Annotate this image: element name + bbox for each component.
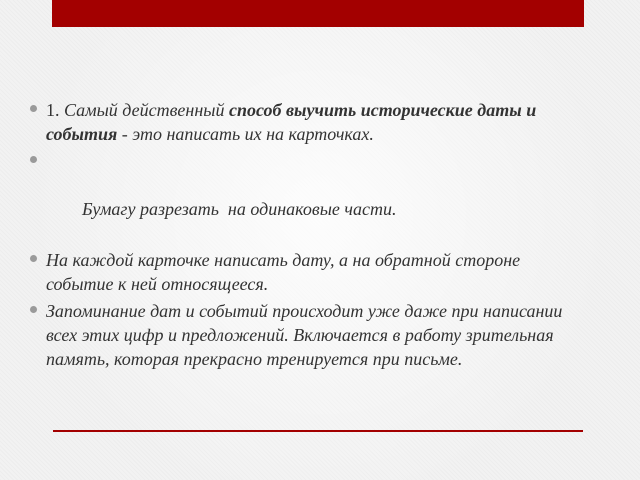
bullet-dot-icon <box>30 156 37 163</box>
bullet-number: 1. <box>46 100 60 120</box>
bullet-dot-icon <box>30 306 37 313</box>
bullet-text: Запоминание дат и событий происходит уже даже при написании всех этих цифр и предложений. Включается в работу зрительная память, которая прекрасно тренируется при письме. <box>46 301 563 369</box>
bullet-item-1 <box>28 98 588 146</box>
slide-content <box>28 98 588 374</box>
top-accent-bar <box>52 0 584 27</box>
bullet-item-2 <box>28 149 588 245</box>
bottom-accent-line <box>53 430 583 432</box>
bullet-bold-text: способ выучить исторические даты и события <box>46 100 537 144</box>
bullet-list <box>28 98 588 371</box>
bullet-item-3 <box>28 248 588 296</box>
bullet-text: Бумагу разрезать на одинаковые части. <box>73 199 397 219</box>
bullet-text: На каждой карточке написать дату, а на обратной стороне событие к ней относящееся. <box>46 250 521 294</box>
bullet-item-4 <box>28 299 588 371</box>
bullet-dot-icon <box>30 105 37 112</box>
bullet-dot-icon <box>30 255 37 262</box>
bullet-intro-text: Самый действенный <box>59 100 229 120</box>
bullet-rest-text: - это написать их на карточках. <box>117 124 374 144</box>
